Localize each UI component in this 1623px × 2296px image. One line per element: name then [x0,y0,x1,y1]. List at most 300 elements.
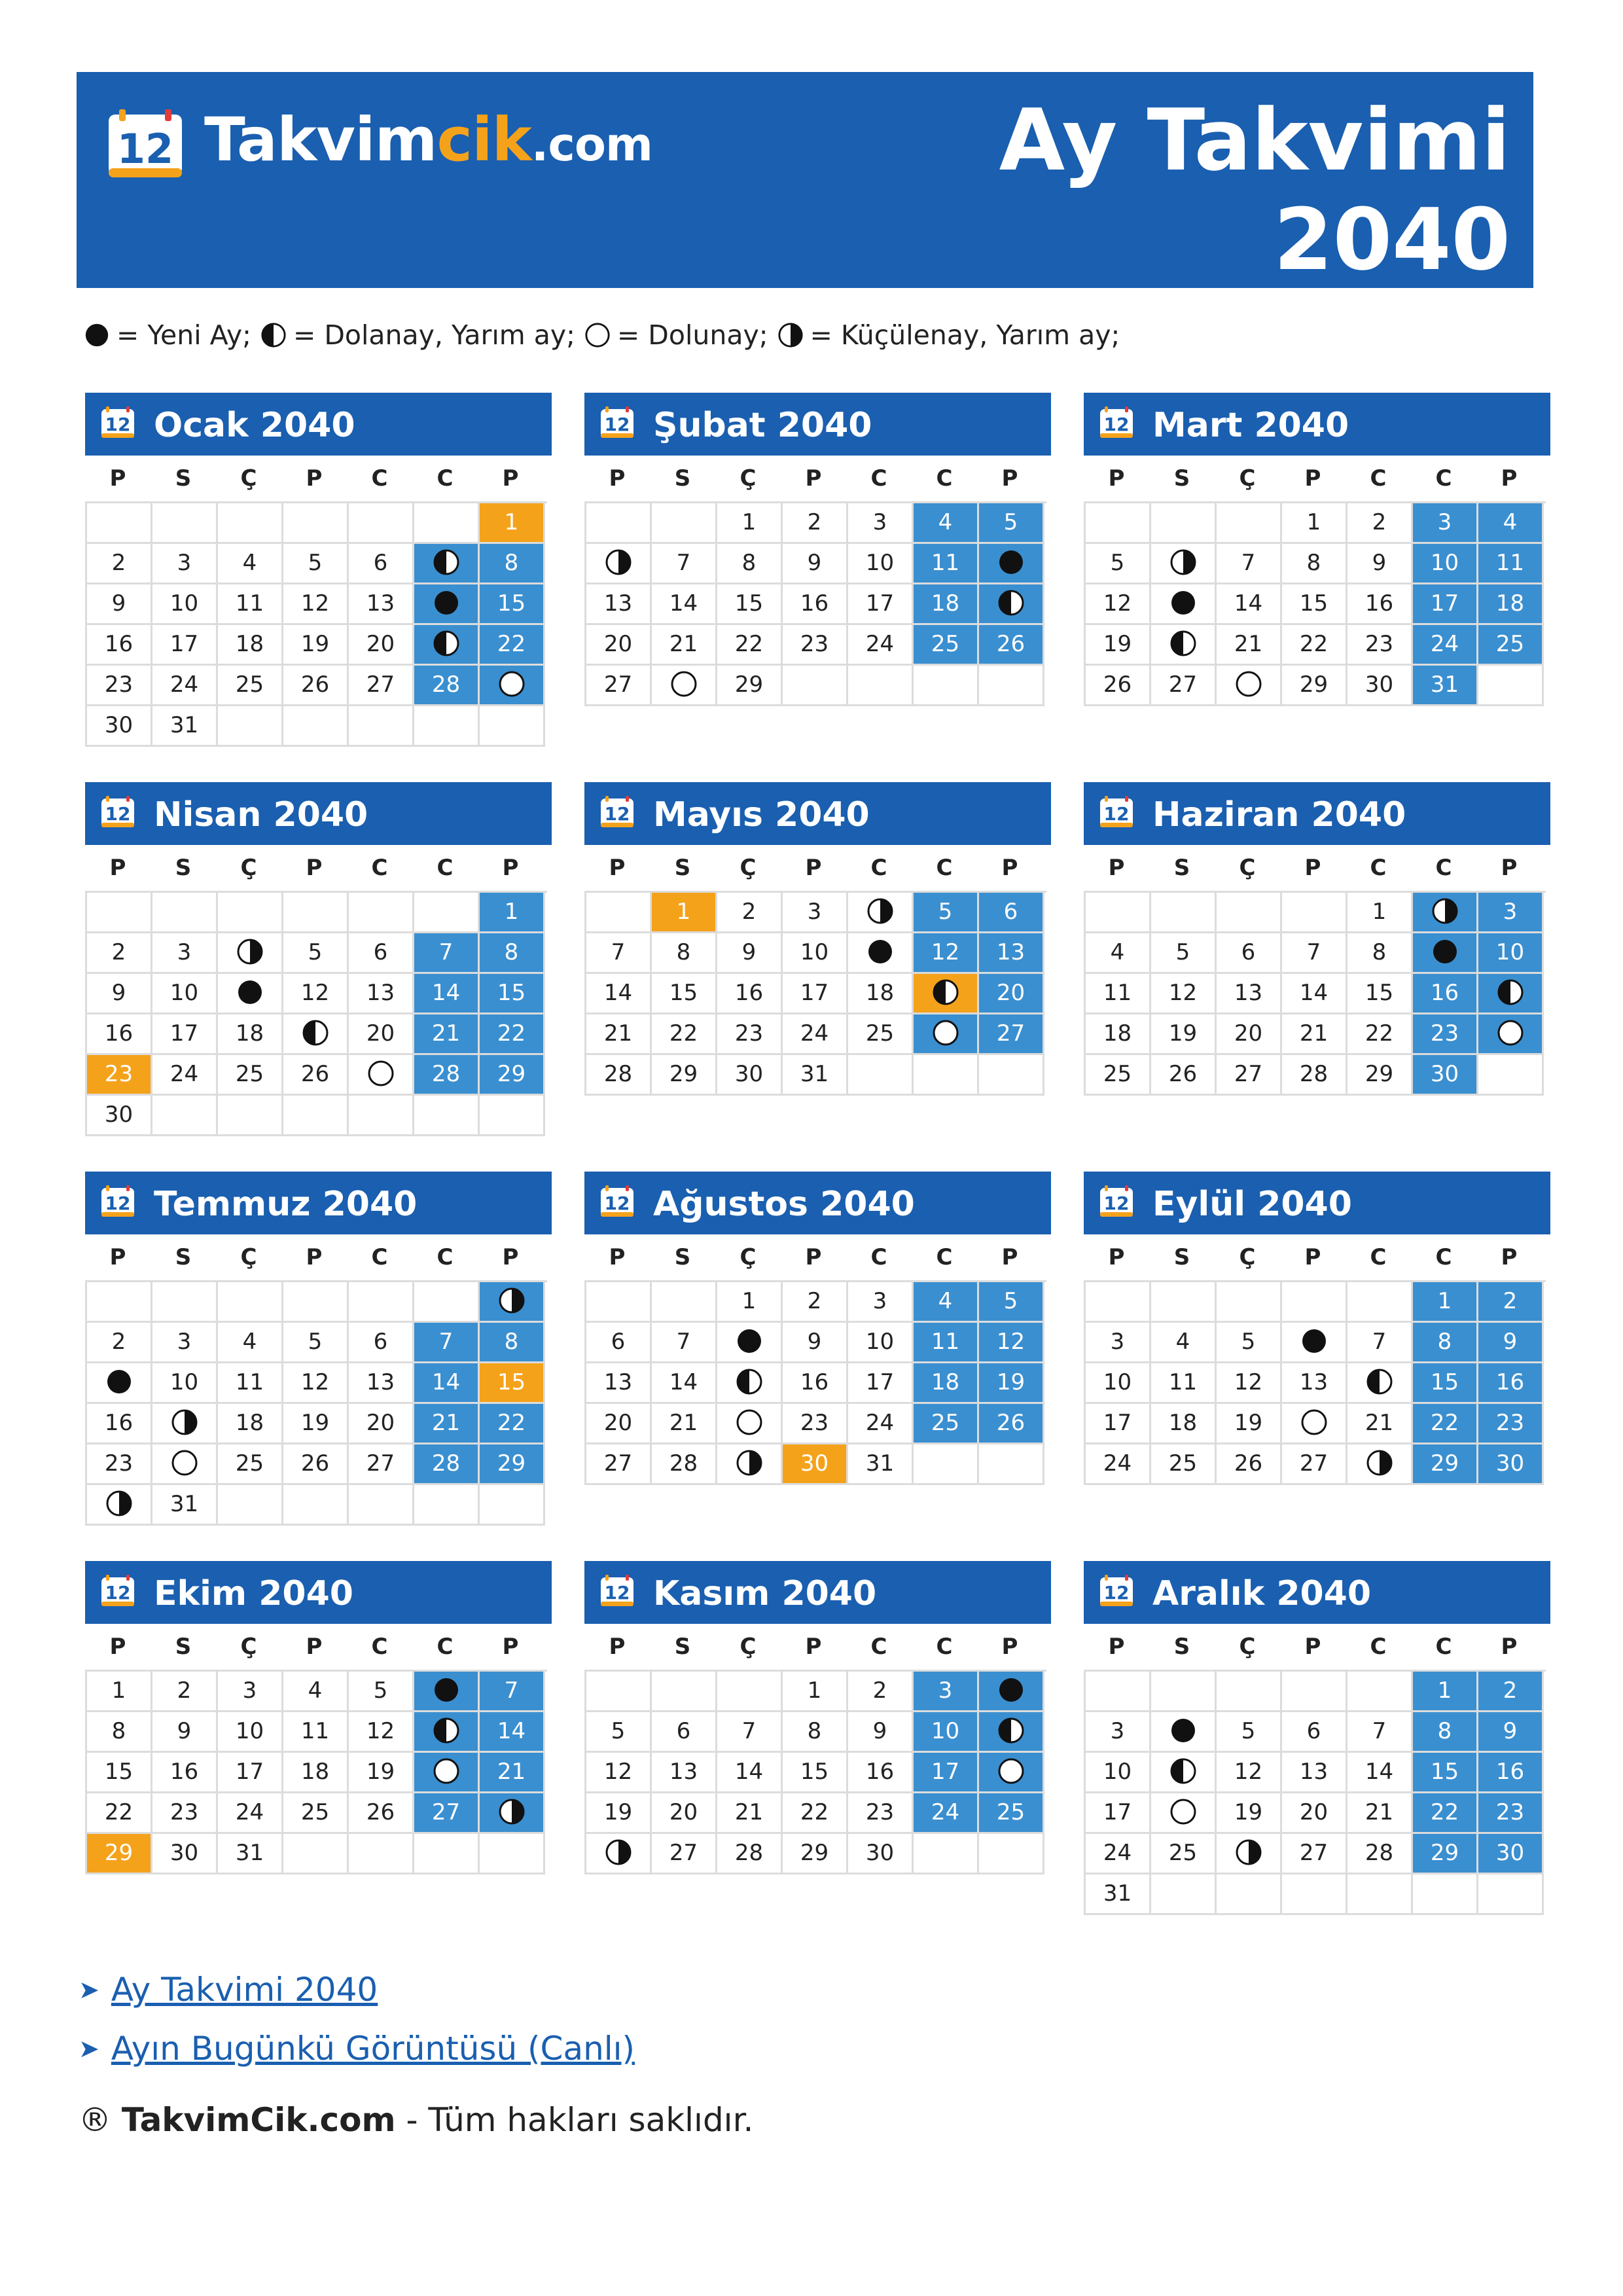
day-cell: 28 [717,1834,783,1874]
empty-cell [1151,1874,1217,1915]
day-cell: 5 [1217,1712,1282,1753]
day-cell: 14 [652,584,717,625]
full-moon-icon [1235,670,1262,698]
day-cell: 16 [1478,1753,1544,1793]
empty-cell [349,1485,414,1526]
full-moon-icon [1300,1408,1328,1436]
day-cell: 25 [1151,1834,1217,1874]
first-quarter-icon [1169,630,1197,657]
day-cell: 5 [1217,1323,1282,1363]
day-cell: 8 [717,544,783,584]
full-moon-icon [171,1449,198,1477]
day-cell: 12 [586,1753,652,1793]
day-cell [586,544,652,584]
day-cell: 15 [480,974,545,1014]
empty-cell [283,893,349,933]
day-cell [87,1485,152,1526]
day-cell: 2 [848,1672,914,1712]
weekday-label: C [437,1244,454,1270]
day-cell: 29 [717,666,783,706]
calendar-icon [599,795,635,829]
weekday-label: C [1370,465,1387,492]
empty-cell [480,1485,545,1526]
day-grid [584,1280,1046,1485]
day-cell: 20 [979,974,1044,1014]
weekday-label: C [1370,1634,1387,1660]
day-cell [979,544,1044,584]
day-cell: 31 [1086,1874,1151,1915]
empty-cell [414,1485,480,1526]
last-quarter-icon [736,1449,763,1477]
day-cell: 5 [1086,544,1151,584]
empty-cell [586,503,652,544]
day-cell: 8 [652,933,717,974]
weekday-header-row [1084,845,1550,891]
last-quarter-icon [498,1798,526,1825]
day-cell: 17 [152,625,218,666]
day-cell: 3 [1086,1712,1151,1753]
day-cell: 13 [1282,1753,1347,1793]
day-cell: 29 [1413,1444,1478,1485]
month-title: Eylül 2040 [1152,1185,1352,1224]
day-cell: 1 [1347,893,1413,933]
month-calendar [85,782,552,1136]
weekday-label: P [1304,1634,1321,1660]
weekday-label: P [1001,465,1018,492]
weekday-label: C [1435,1634,1452,1660]
day-cell: 31 [848,1444,914,1485]
day-cell: 12 [1086,584,1151,625]
day-cell: 2 [1347,503,1413,544]
empty-cell [218,1485,283,1526]
day-cell: 17 [152,1014,218,1055]
calendar-icon [1098,795,1135,829]
day-cell: 29 [1413,1834,1478,1874]
weekday-label: C [1435,855,1452,881]
day-cell: 22 [480,625,545,666]
day-cell: 29 [652,1055,717,1096]
day-cell: 30 [87,706,152,747]
empty-cell [218,503,283,544]
day-cell: 5 [349,1672,414,1712]
weekday-label: C [936,855,953,881]
day-cell: 20 [349,625,414,666]
day-cell [914,974,979,1014]
month-header [584,393,1051,456]
day-cell: 12 [349,1712,414,1753]
day-cell [152,1444,218,1485]
day-cell: 21 [414,1014,480,1055]
empty-cell [414,503,480,544]
day-cell [979,1712,1044,1753]
weekday-label: P [609,1634,626,1660]
day-cell: 14 [480,1712,545,1753]
month-header [85,1561,552,1624]
day-cell: 7 [414,933,480,974]
day-cell: 17 [914,1753,979,1793]
day-cell: 12 [283,584,349,625]
empty-cell [152,503,218,544]
day-cell: 21 [1347,1404,1413,1444]
day-cell: 21 [652,625,717,666]
first-quarter-icon [997,589,1025,617]
day-cell: 5 [586,1712,652,1753]
day-cell [87,1363,152,1404]
day-cell: 13 [1217,974,1282,1014]
day-cell: 25 [283,1793,349,1834]
empty-cell [652,1282,717,1323]
month-header [1084,782,1550,845]
day-cell: 27 [1217,1055,1282,1096]
empty-cell [848,666,914,706]
weekday-header-row [584,845,1051,891]
weekday-label: C [1435,1244,1452,1270]
day-cell: 1 [717,503,783,544]
day-grid [85,501,547,747]
weekday-label: Ç [240,465,257,492]
day-cell: 16 [87,1014,152,1055]
month-title: Mayıs 2040 [653,795,870,834]
empty-cell [783,666,848,706]
empty-cell [414,1282,480,1323]
empty-cell [349,1096,414,1136]
empty-cell [1217,503,1282,544]
new-moon-icon [433,589,460,617]
day-cell [848,933,914,974]
day-cell: 8 [87,1712,152,1753]
new-moon-icon [1169,1717,1197,1744]
empty-cell [283,706,349,747]
first-quarter-icon [433,1717,460,1744]
day-cell: 5 [283,1323,349,1363]
day-cell: 6 [652,1712,717,1753]
day-cell [717,1404,783,1444]
day-cell: 2 [87,544,152,584]
day-cell: 21 [1217,625,1282,666]
day-cell: 29 [480,1055,545,1096]
day-cell: 26 [283,1055,349,1096]
day-grid [1084,1670,1546,1915]
weekday-label: P [1108,1244,1125,1270]
day-cell [1413,933,1478,974]
day-cell: 7 [717,1712,783,1753]
day-cell: 11 [1478,544,1544,584]
day-cell: 19 [349,1753,414,1793]
weekday-label: P [1501,1634,1518,1660]
day-cell [586,1834,652,1874]
day-cell [1217,1834,1282,1874]
calendar-icon [1098,1185,1135,1219]
empty-cell [1151,1282,1217,1323]
day-cell [152,1404,218,1444]
day-cell [1151,625,1217,666]
day-cell: 15 [480,1363,545,1404]
day-cell: 28 [1282,1055,1347,1096]
day-cell [979,1672,1044,1712]
day-cell: 10 [152,974,218,1014]
weekday-label: P [609,1244,626,1270]
day-cell: 7 [1282,933,1347,974]
empty-cell [1478,1055,1544,1096]
day-cell: 20 [349,1014,414,1055]
full-moon-icon [584,322,611,348]
day-cell: 22 [1282,625,1347,666]
day-cell: 18 [914,584,979,625]
day-cell [480,666,545,706]
weekday-label: C [870,855,887,881]
copyright-brand: TakvimCik.com [121,2101,396,2139]
day-cell: 23 [783,625,848,666]
weekday-label: S [175,1634,192,1660]
day-cell: 31 [152,1485,218,1526]
full-moon-icon [498,670,526,698]
footer-link-item[interactable] [79,1960,635,2019]
day-cell: 24 [218,1793,283,1834]
empty-cell [480,1834,545,1874]
svg-text:12: 12 [116,125,174,173]
empty-cell [914,666,979,706]
moon-live-view-link[interactable]: Ayın Bugünkü Görüntüsü (Canlı) [111,2030,635,2068]
day-cell: 27 [349,1444,414,1485]
day-cell: 14 [1217,584,1282,625]
day-cell: 17 [783,974,848,1014]
day-cell: 26 [349,1793,414,1834]
day-cell: 1 [1282,503,1347,544]
weekday-label: S [674,465,691,492]
day-cell: 2 [783,1282,848,1323]
day-cell: 28 [1347,1834,1413,1874]
weekday-label: P [109,1244,126,1270]
brand-logo[interactable] [204,105,652,175]
day-cell: 22 [87,1793,152,1834]
full-moon-icon [1169,1798,1197,1825]
new-moon-icon [84,322,110,348]
day-cell: 14 [586,974,652,1014]
day-cell: 3 [1086,1323,1151,1363]
new-moon-icon [736,1327,763,1355]
month-calendar [1084,782,1550,1096]
weekday-label: S [1173,1634,1190,1660]
day-cell: 16 [783,1363,848,1404]
day-grid [1084,1280,1546,1485]
day-cell: 10 [848,1323,914,1363]
weekday-label: P [1304,465,1321,492]
page-year: 2040 [1274,190,1510,289]
day-cell: 14 [1347,1753,1413,1793]
day-cell: 21 [414,1404,480,1444]
day-cell: 22 [1347,1014,1413,1055]
weekday-header-row [584,1624,1051,1670]
day-cell: 5 [979,1282,1044,1323]
empty-cell [414,706,480,747]
month-header [85,393,552,456]
day-cell: 21 [1347,1793,1413,1834]
empty-cell [349,503,414,544]
empty-cell [652,503,717,544]
weekday-label: S [175,1244,192,1270]
day-cell [218,974,283,1014]
day-cell: 7 [480,1672,545,1712]
day-cell: 30 [1413,1055,1478,1096]
day-cell [1478,1014,1544,1055]
day-cell: 9 [87,584,152,625]
new-moon-icon [1169,589,1197,617]
day-cell: 9 [783,544,848,584]
full-moon-icon [1497,1019,1524,1047]
day-cell: 15 [1282,584,1347,625]
month-calendar [1084,1561,1550,1915]
day-cell: 14 [717,1753,783,1793]
day-grid [584,1670,1046,1874]
day-cell: 30 [783,1444,848,1485]
day-cell: 6 [979,893,1044,933]
day-cell: 12 [914,933,979,974]
empty-cell [152,1282,218,1323]
day-cell: 26 [979,1404,1044,1444]
weekday-label: P [1501,465,1518,492]
last-quarter-icon [866,897,894,925]
full-moon-icon [997,1757,1025,1785]
empty-cell [979,1444,1044,1485]
last-quarter-icon [105,1490,133,1517]
last-quarter-icon [777,322,804,348]
day-cell: 4 [218,1323,283,1363]
day-cell [414,1672,480,1712]
day-cell: 2 [87,933,152,974]
moon-phase-legend [84,319,1129,351]
month-title: Haziran 2040 [1152,795,1406,834]
day-cell: 6 [349,544,414,584]
weekday-label: P [306,1634,323,1660]
empty-cell [586,893,652,933]
day-cell: 31 [783,1055,848,1096]
weekday-label: P [1501,1244,1518,1270]
day-cell: 1 [1413,1672,1478,1712]
weekday-label: P [1001,1634,1018,1660]
day-cell: 24 [848,625,914,666]
weekday-label: P [609,465,626,492]
day-cell: 28 [414,1444,480,1485]
new-moon-icon [1431,938,1459,965]
month-calendar [584,393,1051,706]
day-cell: 31 [1413,666,1478,706]
day-cell: 18 [218,1404,283,1444]
empty-cell [1282,1282,1347,1323]
day-cell: 24 [1086,1834,1151,1874]
weekday-label: P [1501,855,1518,881]
day-cell: 18 [848,974,914,1014]
day-cell: 11 [1086,974,1151,1014]
day-cell: 8 [480,933,545,974]
weekday-label: Ç [740,855,757,881]
day-cell [1282,1323,1347,1363]
day-cell: 15 [717,584,783,625]
day-cell: 2 [783,503,848,544]
last-quarter-icon [236,938,264,965]
day-cell: 25 [979,1793,1044,1834]
day-cell: 10 [848,544,914,584]
day-cell [414,544,480,584]
day-cell: 10 [1478,933,1544,974]
day-cell: 7 [1217,544,1282,584]
svg-text:12: 12 [1103,1193,1130,1214]
day-cell: 16 [1478,1363,1544,1404]
footer-link-item[interactable] [79,2019,635,2078]
day-cell [218,933,283,974]
day-cell: 9 [152,1712,218,1753]
svg-text:12: 12 [604,414,630,435]
empty-cell [1282,893,1347,933]
day-cell: 12 [283,974,349,1014]
day-cell: 30 [152,1834,218,1874]
day-cell [979,584,1044,625]
day-cell: 28 [586,1055,652,1096]
weekday-label: S [1173,855,1190,881]
weekday-header-row [584,1234,1051,1280]
day-cell: 17 [218,1753,283,1793]
day-cell: 17 [848,584,914,625]
first-quarter-icon [1497,978,1524,1006]
arrow-right-icon: ➤ [79,1975,99,2004]
weekday-label: Ç [1239,855,1256,881]
calendar-icon [599,1574,635,1608]
day-cell [414,584,480,625]
month-title: Ocak 2040 [154,406,355,445]
weekday-label: S [674,1634,691,1660]
day-cell: 22 [1413,1404,1478,1444]
day-cell: 13 [979,933,1044,974]
weekday-label: P [306,855,323,881]
weekday-label: P [109,855,126,881]
day-cell: 16 [783,584,848,625]
moon-calendar-link[interactable]: Ay Takvimi 2040 [111,1971,378,2009]
first-quarter-icon [260,322,287,348]
empty-cell [283,1282,349,1323]
day-cell [717,1323,783,1363]
day-cell: 8 [1347,933,1413,974]
calendar-icon [99,1574,136,1608]
day-cell: 5 [283,544,349,584]
day-cell: 19 [283,1404,349,1444]
empty-cell [414,1834,480,1874]
weekday-label: Ç [240,1634,257,1660]
day-cell: 20 [652,1793,717,1834]
day-cell: 13 [349,974,414,1014]
day-cell: 3 [152,544,218,584]
empty-cell [283,503,349,544]
calendar-logo-icon [105,108,186,181]
day-cell: 9 [87,974,152,1014]
empty-cell [1151,893,1217,933]
weekday-label: C [437,855,454,881]
full-moon-icon [670,670,698,698]
svg-text:12: 12 [105,1582,131,1604]
day-cell: 13 [586,1363,652,1404]
day-cell [717,1444,783,1485]
day-cell [1151,1793,1217,1834]
day-cell: 8 [1282,544,1347,584]
day-cell: 27 [1282,1834,1347,1874]
month-header [584,782,1051,845]
day-cell: 8 [783,1712,848,1753]
day-cell: 3 [848,1282,914,1323]
calendar-icon [99,406,136,440]
day-cell: 12 [1217,1753,1282,1793]
day-cell: 7 [652,544,717,584]
weekday-label: Ç [240,855,257,881]
day-cell: 28 [414,1055,480,1096]
day-cell: 6 [1282,1712,1347,1753]
